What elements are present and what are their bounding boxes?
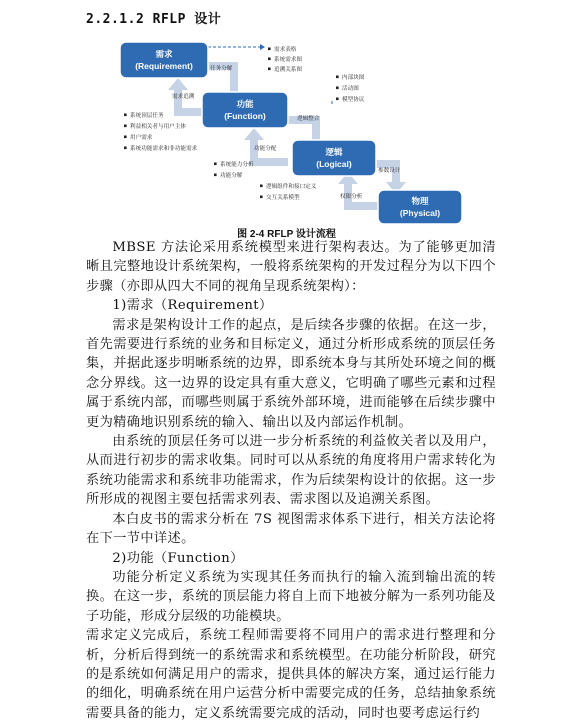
requirement-box — [120, 42, 208, 78]
bullet-marker — [124, 147, 127, 150]
bullet-item: 逻辑组件和接口定义 — [266, 184, 317, 190]
bullet-item: 追溯关系图 — [274, 67, 302, 73]
body-paragraph: 由系统的顶层任务可以进一步分析系统的利益攸关者以及用户，从而进行初步的需求收集。同时可以从系统的角度将用户需求转化为系统功能需求和系统非功能需求，作为后续架构设计的依据。这一步所形成的视图主要包括需求列表、需求图以及追溯关系图。 — [86, 434, 496, 508]
bullet-marker — [260, 196, 263, 199]
bullet-marker — [336, 87, 339, 90]
bullet-marker — [336, 98, 339, 101]
logical-outputs-list — [336, 73, 365, 103]
physical-subtitle: (Physical) — [399, 208, 441, 218]
body-paragraph: MBSE 方法论采用系统模型来进行架构表达。为了能够更加清晰且完整地设计系统架构，一般将系统架构的开发过程分为以下四个步骤（亦即从四大不同的视角呈现系统架构）： — [86, 240, 496, 294]
bullet-marker — [124, 125, 127, 128]
requirement-outputs-list — [268, 45, 302, 73]
bullet-marker — [124, 136, 127, 139]
label-logic-integrate: 逻辑整合 — [297, 116, 320, 122]
bullet-item: 活动图 — [342, 86, 359, 92]
bullet-marker — [268, 68, 271, 71]
function-inputs-list — [124, 111, 198, 152]
function-box — [202, 92, 288, 128]
requirement-subtitle: (Requirement) — [135, 61, 193, 71]
bullet-item: 系统需求图 — [274, 57, 302, 63]
figure-caption: 图 2-4 RFLP 设计流程 — [237, 229, 336, 240]
logical-box — [292, 140, 376, 176]
label-param-assign: 权限分析 — [340, 194, 363, 200]
body-paragraph: 需求定义完成后，系统工程师需要将不同用户的需求进行整理和分析，分析后得到统一的系统需求和系统模型。在功能分析阶段，研究的是系统如何满足用户的需求，提供具体的解决方案，通过运行能力的细化，明确系统在用户运营分析中需要完成的任务，总结抽象系统需要具备的能力，定义系统需要完成的活动，同时也要考虑运行约 — [86, 628, 496, 721]
bullet-item: 系统能力分析 — [220, 162, 254, 168]
bullet-item: 需求表格 — [274, 47, 297, 53]
bullet-item: 系统功能需求和非功能需求 — [130, 146, 198, 152]
label-req-trace: 需求追溯 — [172, 94, 195, 100]
logical-subtitle: (Logical) — [316, 159, 352, 169]
label-task-decompose: 任务分解 — [210, 66, 233, 72]
label-func-assign: 功能分配 — [254, 146, 277, 152]
bullet-item: 模型协议 — [342, 97, 365, 103]
bullet-item: 利益相关者与用户主体 — [130, 124, 186, 130]
requirement-title: 需求 — [155, 49, 173, 59]
section-heading: 2.2.1.2 RFLP 设计 — [86, 12, 222, 27]
rflp-flow-diagram — [110, 30, 510, 226]
function-title: 功能 — [236, 99, 254, 109]
label-param-design: 参数设计 — [378, 168, 401, 174]
bullet-item: 功能分解 — [220, 173, 243, 179]
bullet-marker — [260, 185, 263, 188]
body-paragraph: 1)需求（Requirement） — [112, 298, 273, 314]
bullet-marker — [268, 58, 271, 61]
bullet-marker — [336, 76, 339, 79]
bullet-marker — [214, 174, 217, 177]
bullet-marker — [214, 163, 217, 166]
body-text — [86, 238, 496, 723]
body-paragraph: 功能分析定义系统为实现其任务而执行的输入流到输出流的转换。在这一步，系统的顶层能力将自上而下地被分解为一系列功能及子功能，形成分层级的功能模块。 — [86, 569, 496, 624]
logical-inputs-list — [260, 182, 317, 201]
bullet-item: 系统顶层任务 — [130, 113, 164, 119]
function-outputs-list — [214, 160, 254, 179]
function-subtitle: (Function) — [224, 111, 266, 121]
logical-title: 逻辑 — [325, 147, 343, 157]
body-paragraph: 本白皮书的需求分析在 7S 视图需求体系下进行，相关方法论将在下一节中详述。 — [86, 511, 496, 547]
bullet-item: 用户需求 — [130, 135, 153, 141]
body-paragraph: 2)功能（Function） — [112, 550, 244, 566]
bullet-marker — [268, 48, 271, 51]
body-paragraph: 需求是架构设计工作的起点，是后续各步骤的依据。在这一步，首先需要进行系统的业务和目标定义，通过分析形成系统的顶层任务集，并据此逐步明晰系统的边界，即系统本身与其所处环境之间的概念分界线。这一边界的设定具有重大意义，它明确了哪些元素和过程属于系统内部，而哪些则属于系统外部环境，进而能够在后续步骤中更为精确地识别系统的输入、输出以及内部运作机制。 — [86, 317, 496, 430]
bullet-marker — [124, 114, 127, 117]
bullet-item: 交互关系模型 — [266, 195, 300, 201]
physical-title: 物理 — [411, 196, 429, 206]
bullet-item: 内部块图 — [342, 75, 365, 81]
